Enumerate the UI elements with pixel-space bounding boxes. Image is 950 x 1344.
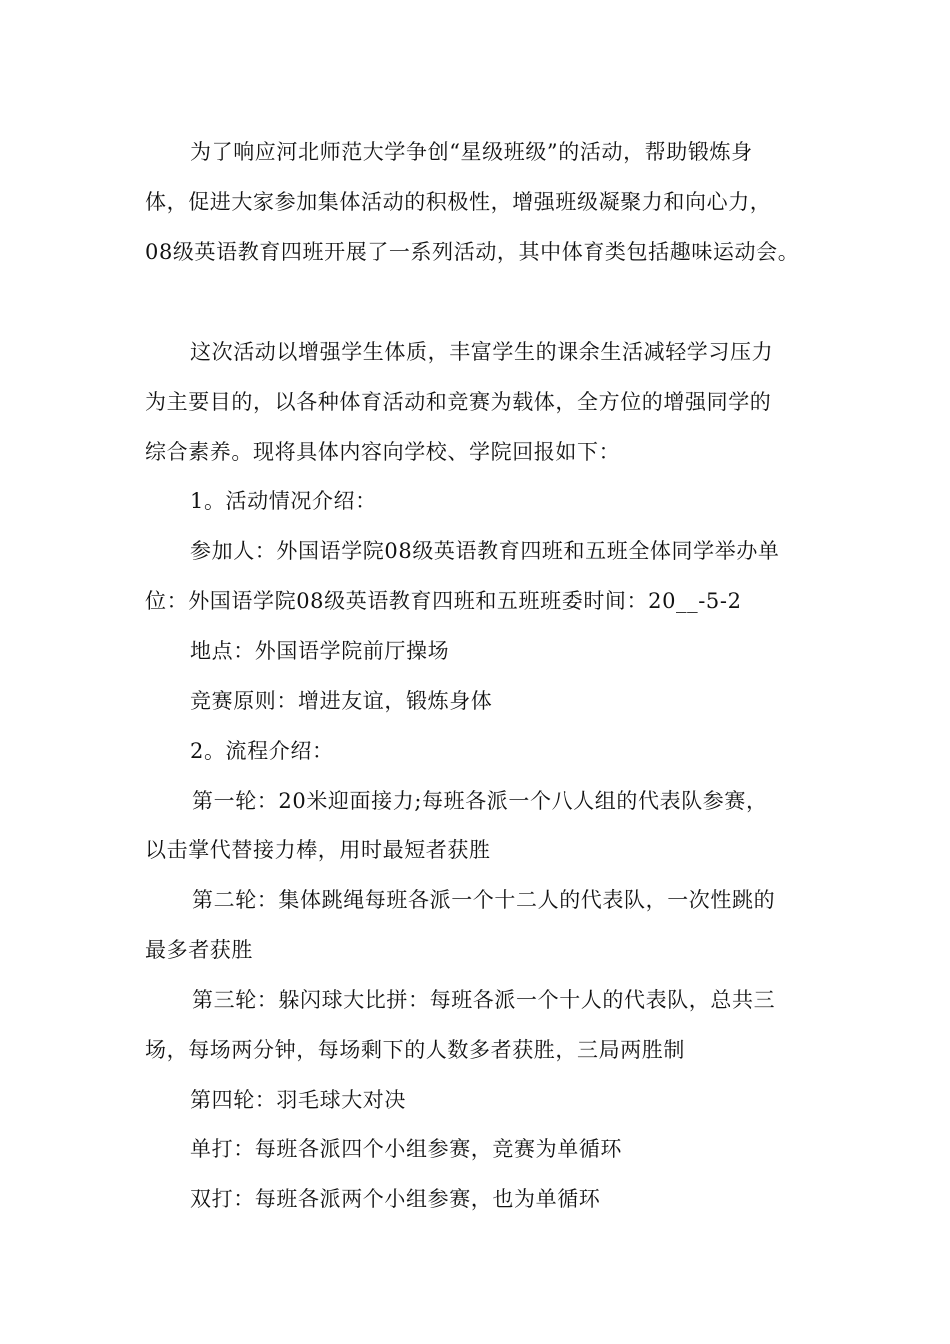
- round-1-line-2: 以击掌代替接力棒，用时最短者获胜: [145, 838, 491, 862]
- round-2-line-1: 第二轮：集体跳绳每班各派一个十二人的代表队，一次性跳的: [192, 888, 776, 912]
- location-line: 地点：外国语学院前厅操场: [190, 639, 450, 663]
- round-4-line: 第四轮：羽毛球大对决: [190, 1088, 406, 1112]
- round-3-line-2: 场，每场两分钟，每场剩下的人数多者获胜，三局两胜制: [145, 1038, 685, 1062]
- paragraph-1-line-2: 体，促进大家参加集体活动的积极性，增强班级凝聚力和向心力，: [145, 190, 772, 214]
- round-3-line-1: 第三轮：躲闪球大比拼：每班各派一个十人的代表队，总共三: [192, 988, 776, 1012]
- round-2-line-2: 最多者获胜: [145, 938, 253, 962]
- paragraph-2-line-1: 这次活动以增强学生体质，丰富学生的课余生活减轻学习压力: [190, 340, 774, 364]
- round-1-line-1: 第一轮：20米迎面接力;每班各派一个八人组的代表队参赛，: [192, 789, 768, 813]
- section-1-heading: 1。活动情况介绍：: [190, 489, 377, 513]
- doubles-line: 双打：每班各派两个小组参赛，也为单循环: [190, 1187, 601, 1211]
- section-2-heading: 2。流程介绍：: [190, 739, 334, 763]
- participants-line-1: 参加人：外国语学院08级英语教育四班和五班全体同学举办单: [190, 539, 780, 563]
- participants-line-2: 位：外国语学院08级英语教育四班和五班班委时间：20__-5-2: [145, 589, 742, 613]
- paragraph-1-line-3: 08级英语教育四班开展了一系列活动，其中体育类包括趣味运动会。: [145, 240, 800, 264]
- paragraph-2-line-3: 综合素养。现将具体内容向学校、学院回报如下：: [145, 440, 621, 464]
- paragraph-2-line-2: 为主要目的，以各种体育活动和竞赛为载体，全方位的增强同学的: [145, 390, 772, 414]
- singles-line: 单打：每班各派四个小组参赛，竞赛为单循环: [190, 1137, 622, 1161]
- paragraph-1-line-1: 为了响应河北师范大学争创“星级班级”的活动，帮助锻炼身: [190, 140, 753, 164]
- principle-line: 竞赛原则：增进友谊，锻炼身体: [190, 689, 493, 713]
